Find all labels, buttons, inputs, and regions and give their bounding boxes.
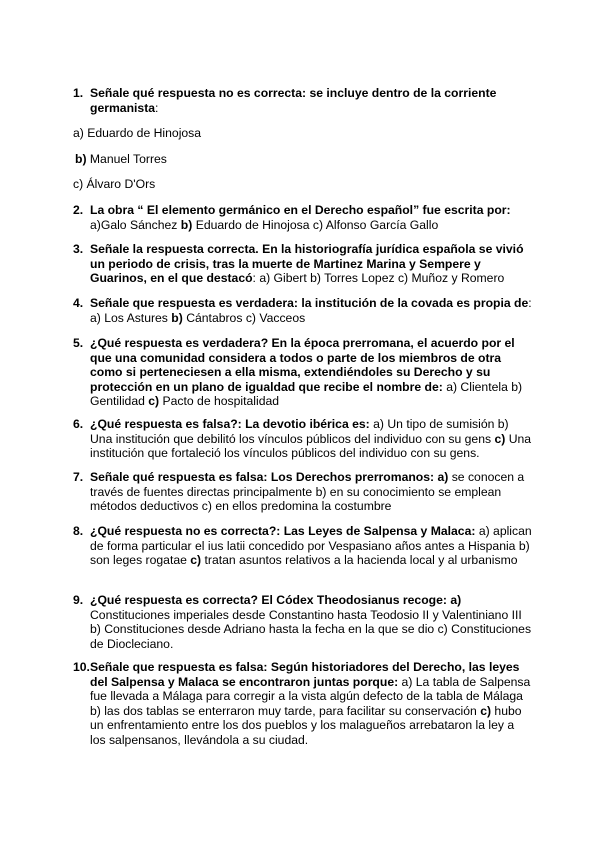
question-number: 9. — [73, 593, 84, 607]
question-number: 1. — [73, 86, 84, 100]
option-a: a) Eduardo de Hinojosa — [73, 126, 202, 140]
question-plain-text: se conocen a través de fuentes directas principalmente b) en su conocimiento se emplean métodos deductivos c) en ellos predomina la costumbre — [90, 470, 525, 514]
question-text — [90, 296, 533, 325]
question-5 — [73, 336, 533, 409]
option-letter: c) — [148, 394, 160, 409]
question-text — [90, 524, 533, 568]
question-plain-text: a)Galo Sánchez — [90, 217, 181, 232]
question-8 — [73, 524, 533, 568]
question-text — [90, 470, 533, 514]
question-4 — [73, 296, 533, 325]
option-letter: c) — [480, 703, 492, 718]
question-bold-text: La obra “ El elemento germánico en el Derecho español” fue escrita por: — [90, 203, 511, 217]
question-bold-text: ¿Qué respuesta es verdadera? En la época prerromana, el acuerdo por el que una comunidad considera a todos o parte de los miembros de otra como si perteneciesen a ella misma, extendiéndoles su Derecho y su protección en un plano de igualdad que recibe el nombre de: — [90, 336, 515, 394]
question-plain-text: Una institución que fortaleció los vínculos públicos del individuo con su gens. — [90, 431, 532, 461]
question-bold-text: Señale que respuesta es falsa: Según historiadores del Derecho, las leyes del Salpensa y Malaca se encontraron juntas porque: — [90, 660, 520, 689]
question-plain-text: Cántabros c) Vacceos — [182, 310, 306, 325]
question-bold-text: Señale que respuesta es verdadera: la institución de la covada es propia de — [90, 296, 529, 310]
question-text — [90, 336, 533, 409]
question-number: 6. — [73, 417, 84, 431]
question-bold-text: ¿Qué respuesta es falsa?: La devotio ibérica es: — [90, 417, 370, 431]
question-plain-text: Pacto de hospitalidad — [159, 394, 280, 409]
question-3 — [73, 242, 533, 286]
question-text — [90, 242, 533, 286]
option-c: c) Álvaro D'Ors — [73, 177, 156, 191]
question-plain-text: hubo un enfrentamiento entre los dos pueblos y los malagueños arrebataron la ley a los salpensanos, llevándola a su ciudad. — [90, 703, 522, 747]
question-plain-text: : — [155, 100, 159, 115]
question-plain-text: Eduardo de Hinojosa c) Alfonso García Gallo — [192, 217, 439, 232]
question-bold-text: Señale qué respuesta no es correcta: se incluye dentro de la corriente germanista — [90, 86, 497, 115]
question-text — [90, 86, 533, 115]
question-bold-text: ¿Qué respuesta no es correcta?: Las Leyes de Salpensa y Malaca: — [90, 524, 476, 538]
question-number: 2. — [73, 203, 84, 217]
question-plain-text: : a) Gibert b) Torres Lopez c) Muñoz y Romero — [252, 271, 505, 286]
question-number: 3. — [73, 242, 84, 256]
question-plain-text: a) Clientela b) Gentilidad — [90, 379, 523, 409]
question-6 — [73, 417, 533, 461]
option-b — [75, 152, 167, 167]
question-number: 10. — [73, 660, 90, 674]
question-text — [90, 417, 533, 461]
question-9 — [73, 593, 533, 651]
question-7 — [73, 470, 533, 514]
option-letter: c) — [190, 553, 202, 568]
question-plain-text: a) Un tipo de sumisión b) Una institución que debilitó los vínculos públicos del individuo con su gens — [90, 417, 509, 446]
question-bold-text: Señale qué respuesta es falsa: Los Derechos prerromanos: a) — [90, 470, 449, 484]
question-plain-text: a) La tabla de Salpensa fue llevada a Málaga para corregir a la vista algún defecto de la tabla de Málaga b) las dos tablas se enterraron muy tarde, para facilitar su conservación — [90, 674, 531, 718]
question-plain-text: Constituciones imperiales desde Constantino hasta Teodosio II y Valentiniano III b) Constituciones desde Adriano hasta la fecha en la que se dio c) Constituciones de Diocleciano. — [90, 607, 532, 651]
question-text — [90, 593, 533, 651]
option-letter: b) — [75, 152, 87, 166]
question-1 — [73, 86, 533, 115]
question-plain-text: tratan asuntos relativos a la hacienda local y al urbanismo — [201, 553, 518, 568]
question-text — [90, 203, 533, 232]
option-letter: c) — [494, 431, 506, 446]
question-10 — [73, 660, 533, 748]
question-number: 4. — [73, 296, 84, 310]
question-text — [90, 660, 533, 748]
question-bold-text: Señale la respuesta correcta. En la historiografía jurídica española se vivió un periodo de crisis, tras la muerte de Martinez Marina y Sempere y Guarinos, en el que destacó — [90, 242, 524, 286]
option-letter: b) — [180, 217, 193, 232]
option-text: Manuel Torres — [89, 152, 167, 166]
question-number: 5. — [73, 336, 84, 350]
question-number: 7. — [73, 470, 84, 484]
question-bold-text: ¿Qué respuesta es correcta? El Códex Theodosianus recoge: a) — [90, 593, 462, 607]
option-letter: b) — [171, 310, 183, 325]
question-plain-text: : a) Los Astures — [90, 296, 532, 325]
question-number: 8. — [73, 524, 84, 538]
question-2 — [73, 203, 533, 232]
question-plain-text: a) aplican de forma particular el ius latii concedido por Vespasiano años antes a Hispania b) son leges rogatae — [90, 524, 532, 568]
